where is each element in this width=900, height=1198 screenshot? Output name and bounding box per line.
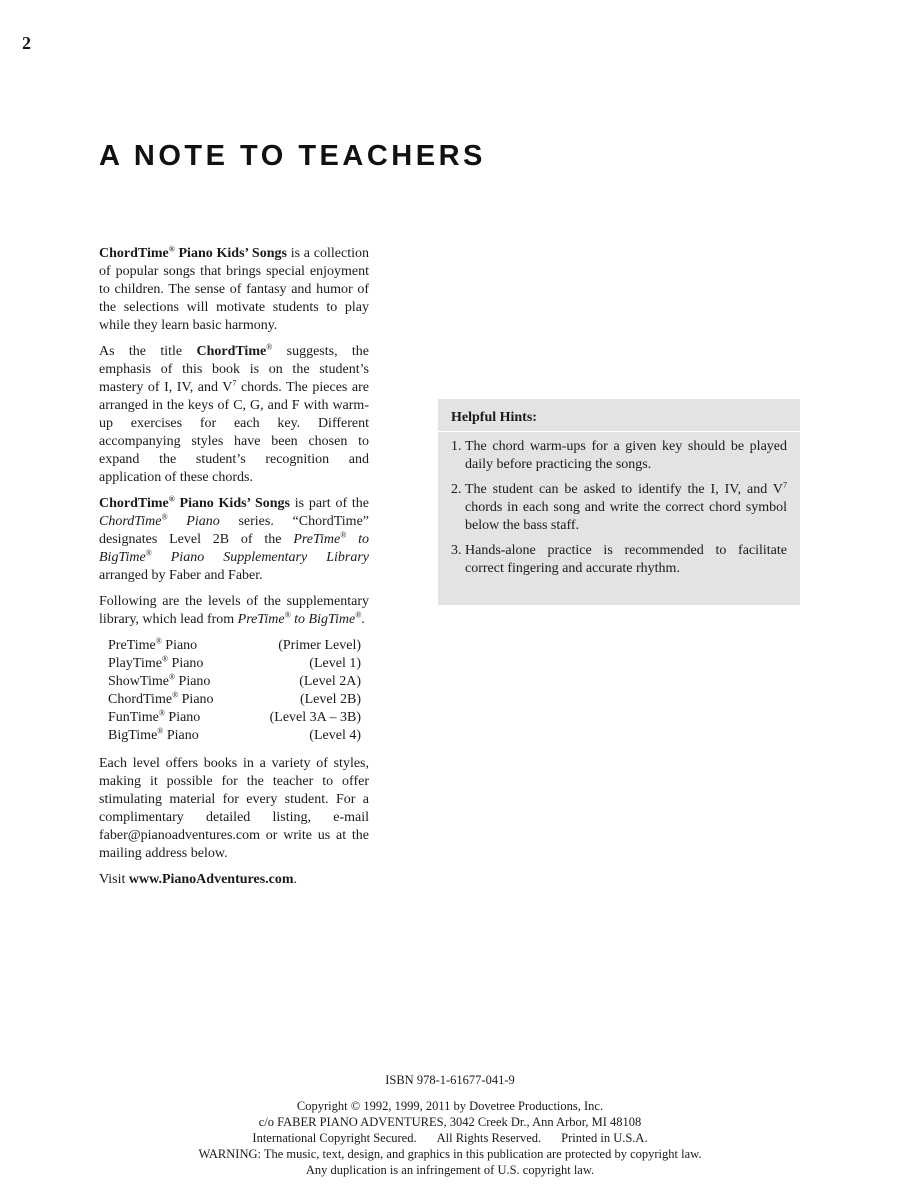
levels-description-paragraph: Each level offers books in a variety of styles, making it possible for the teacher to offer stimulating material for every student. For a complimentary detailed listing, e-mail faber@pianoadventures.com or write us at the mailing address below. <box>99 756 369 861</box>
level-row: ChordTime® Piano (Level 2B) <box>108 690 361 707</box>
copyright-footer <box>0 1072 900 1178</box>
hints-divider <box>438 431 800 432</box>
intro-paragraph: ChordTime® Piano Kids’ Songs is a collection of popular songs that brings special enjoyment to children. The sense of fantasy and humor of the selections will motivate students to play while they learn basic harmony. <box>99 244 369 333</box>
levels-intro-paragraph: Following are the levels of the supplementary library, which lead from PreTime® to BigTime®. <box>99 594 369 627</box>
level-row: PreTime® Piano (Primer Level) <box>108 636 361 653</box>
series-paragraph: ChordTime® Piano Kids’ Songs is part of the ChordTime® Piano series. “ChordTime” designates Level 2B of the PreTime® to BigTime® Piano Supplementary Library arranged by Faber and Faber. <box>99 494 370 583</box>
page-number: 2 <box>22 33 31 53</box>
helpful-hints-box <box>438 399 800 605</box>
copyright-line: Copyright © 1992, 1999, 2011 by Dovetree Productions, Inc. <box>296 1099 604 1113</box>
warning-line: WARNING: The music, text, design, and graphics in this publication are protected by copyright law. <box>198 1147 702 1161</box>
duplication-line: Any duplication is an infringement of U.S. copyright law. <box>305 1163 595 1177</box>
hint-item: 3. Hands-alone practice is recommended to facilitate correct fingering and accurate rhythm. <box>451 543 787 576</box>
page-title: A NOTE TO TEACHERS <box>99 140 486 172</box>
level-row: ShowTime® Piano (Level 2A) <box>108 672 361 689</box>
isbn: ISBN 978-1-61677-041-9 <box>385 1073 515 1087</box>
level-list <box>108 637 361 745</box>
visit-line: Visit www.PianoAdventures.com. <box>99 872 298 887</box>
level-row: PlayTime® Piano (Level 1) <box>108 654 361 671</box>
level-row: BigTime® Piano (Level 4) <box>108 726 361 743</box>
rights-line: International Copyright Secured. All Rights Reserved. Printed in U.S.A. <box>252 1131 648 1145</box>
book-title: ChordTime® Piano Kids’ Songs <box>99 244 287 261</box>
address-line: c/o FABER PIANO ADVENTURES, 3042 Creek Dr., Ann Arbor, MI 48108 <box>258 1115 642 1129</box>
website-link[interactable]: www.PianoAdventures.com <box>128 872 294 887</box>
hints-title: Helpful Hints: <box>451 410 537 425</box>
level-row: FunTime® Piano (Level 3A – 3B) <box>108 708 361 725</box>
hint-item: 2. The student can be asked to identify the I, IV, and $V^7$ chords in each song and write the correct chord symbol below the bass staff. <box>451 480 787 533</box>
teacher-note-column <box>99 245 369 897</box>
emphasis-paragraph: As the title ChordTime® suggests, the emphasis of this book is on the student’s mastery of I, IV, and $V^7$ chords. The pieces are arranged in the keys of C, G, and F with warm-up exercises for each key. Different accompanying styles have been chosen to expand the student’s recognition and application of these chords. <box>99 342 370 485</box>
hint-item: 1. The chord warm-ups for a given key should be played daily before practicing the songs. <box>451 439 787 472</box>
